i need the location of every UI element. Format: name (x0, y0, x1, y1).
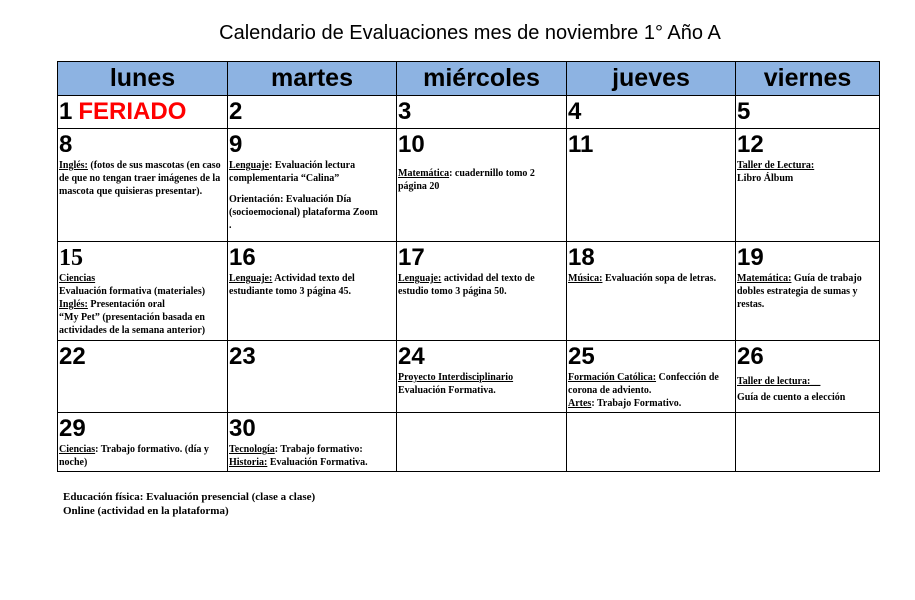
evaluation-note (736, 375, 879, 388)
note-text: Guía de cuento a elección (737, 392, 846, 403)
day-cell-2 (228, 96, 397, 129)
weekday-wednesday: miércoles (397, 62, 567, 96)
subject-label: Taller de lectura:__ (737, 376, 821, 387)
week-row-3 (58, 242, 880, 341)
evaluation-note (567, 272, 735, 285)
day-number: 2 (229, 98, 243, 125)
evaluation-note (567, 371, 735, 397)
footer-line-2: Online (actividad en la plataforma) (63, 505, 229, 517)
note-text: Evaluación sopa de letras. (602, 273, 717, 284)
subject-label: Lenguaje: (229, 273, 273, 284)
evaluation-note-2 (567, 397, 735, 410)
calendar-table (57, 61, 880, 472)
calendar-title: Calendario de Evaluaciones mes de noviembre 1° Año A (219, 22, 721, 44)
day-cell-9 (228, 129, 397, 242)
day-number: 5 (737, 98, 751, 125)
subject-label: Lenguaje: (398, 273, 442, 284)
day-number: 15 (59, 245, 83, 271)
day-number: 30 (229, 415, 256, 442)
day-number: 17 (398, 244, 425, 271)
day-number: 4 (568, 98, 582, 125)
note-text-3: “My Pet” (presentación basada en actividades de la semana anterior) (59, 312, 206, 336)
subject-label: Ciencias (59, 273, 96, 284)
day-number: 12 (737, 131, 764, 158)
day-cell-25 (567, 341, 736, 413)
subject-label: Ciencias (59, 444, 96, 455)
day-number: 3 (398, 98, 412, 125)
weekday-tuesday: martes (228, 62, 397, 96)
day-number: 19 (737, 244, 764, 271)
evaluation-note (228, 159, 396, 185)
day-cell-5 (736, 96, 880, 129)
empty-cell (736, 413, 880, 472)
week-row-4 (58, 341, 880, 413)
evaluation-note (228, 272, 396, 298)
subject-label: Tecnología (229, 444, 275, 455)
week-row-2 (58, 129, 880, 242)
evaluation-note-2 (228, 456, 396, 469)
subject-label: Formación Católica: (568, 372, 657, 383)
day-number: 29 (59, 415, 86, 442)
subject-label-2: Historia: (229, 457, 268, 468)
day-number: 8 (59, 131, 73, 158)
note-text: Libro Álbum (737, 173, 794, 184)
evaluation-note-2 (58, 298, 227, 311)
note-text: : cuadernillo tomo 2 página 20 (398, 168, 535, 192)
day-cell-4 (567, 96, 736, 129)
note-continuation: . (229, 220, 232, 231)
subject-label: Música: (568, 273, 603, 284)
day-cell-12 (736, 129, 880, 242)
footer-line-1: Educación física: Evaluación presencial (clase a clase) (63, 491, 316, 503)
subject-label-2: Inglés: (59, 299, 88, 310)
day-number: 1 FERIADO (59, 98, 187, 125)
weekday-monday: lunes (58, 62, 228, 96)
day-cell-18 (567, 242, 736, 341)
evaluation-note (397, 167, 566, 193)
day-cell-17 (397, 242, 567, 341)
evaluation-note (58, 159, 227, 198)
day-cell-15 (58, 242, 228, 341)
evaluation-note-extra: Orientación: Evaluación Día (socioemocional) plataforma Zoom (229, 194, 378, 218)
holiday-label: FERIADO (78, 98, 187, 125)
note-text: Evaluación formativa (materiales) (59, 286, 206, 297)
day-cell-19 (736, 242, 880, 341)
empty-cell (397, 413, 567, 472)
note-text: Guía de trabajo dobles estrategia de sumas y restas. (737, 273, 862, 310)
subject-label: Matemática (398, 168, 450, 179)
day-cell-23 (228, 341, 397, 413)
note-text-2: : Trabajo Formativo. (591, 398, 682, 409)
day-cell-26 (736, 341, 880, 413)
day-number: 23 (229, 343, 256, 370)
day-cell-3 (397, 96, 567, 129)
subject-label-2: Artes (568, 398, 592, 409)
subject-label: Matemática: (737, 273, 792, 284)
note-text: (fotos de sus mascotas (en caso de que no tengan traer imágenes de la mascota que quisieras presentar). (59, 160, 221, 197)
day-number: 26 (737, 343, 764, 370)
evaluation-note (58, 443, 227, 469)
note-text: : Trabajo formativo. (día y noche) (59, 444, 209, 468)
day-number: 22 (59, 343, 86, 370)
note-text: : Evaluación lectura complementaria “Calina” (229, 160, 356, 184)
day-number: 10 (398, 131, 425, 158)
subject-label: Lenguaje (229, 160, 269, 171)
day-cell-22 (58, 341, 228, 413)
empty-cell (567, 413, 736, 472)
day-cell-1 (58, 96, 228, 129)
note-text-2: Evaluación Formativa. (267, 457, 368, 468)
day-cell-24 (397, 341, 567, 413)
day-cell-11 (567, 129, 736, 242)
subject-label: Proyecto Interdisciplinario (398, 372, 514, 383)
weekday-friday: viernes (736, 62, 880, 96)
evaluation-note (228, 443, 396, 456)
note-text-2: Presentación oral (87, 299, 165, 310)
day-number: 18 (568, 244, 595, 271)
evaluation-note (397, 371, 566, 384)
day-number: 25 (568, 343, 595, 370)
weekday-thursday: jueves (567, 62, 736, 96)
footer-notes (63, 490, 315, 518)
day-number: 24 (398, 343, 425, 370)
day-cell-16 (228, 242, 397, 341)
note-text: actividad del texto de estudio tomo 3 página 50. (398, 273, 535, 297)
note-text: Actividad texto del estudiante tomo 3 página 45. (229, 273, 355, 297)
day-cell-30 (228, 413, 397, 472)
day-cell-8 (58, 129, 228, 242)
day-cell-10 (397, 129, 567, 242)
week-row-5 (58, 413, 880, 472)
evaluation-note (58, 272, 227, 285)
note-text: Evaluación Formativa. (398, 385, 496, 396)
subject-label: Taller de Lectura: (737, 160, 815, 171)
evaluation-note (736, 272, 879, 311)
note-text: Confección de corona de adviento. (568, 372, 719, 396)
week-row-1 (58, 96, 880, 129)
day-number: 11 (568, 131, 594, 158)
weekday-header-row (58, 62, 880, 96)
subject-label: Inglés: (59, 160, 88, 171)
evaluation-note (397, 272, 566, 298)
day-number: 9 (229, 131, 243, 158)
note-text: : Trabajo formativo: (274, 444, 363, 455)
evaluation-note (736, 159, 879, 172)
day-number: 16 (229, 244, 256, 271)
day-cell-29 (58, 413, 228, 472)
